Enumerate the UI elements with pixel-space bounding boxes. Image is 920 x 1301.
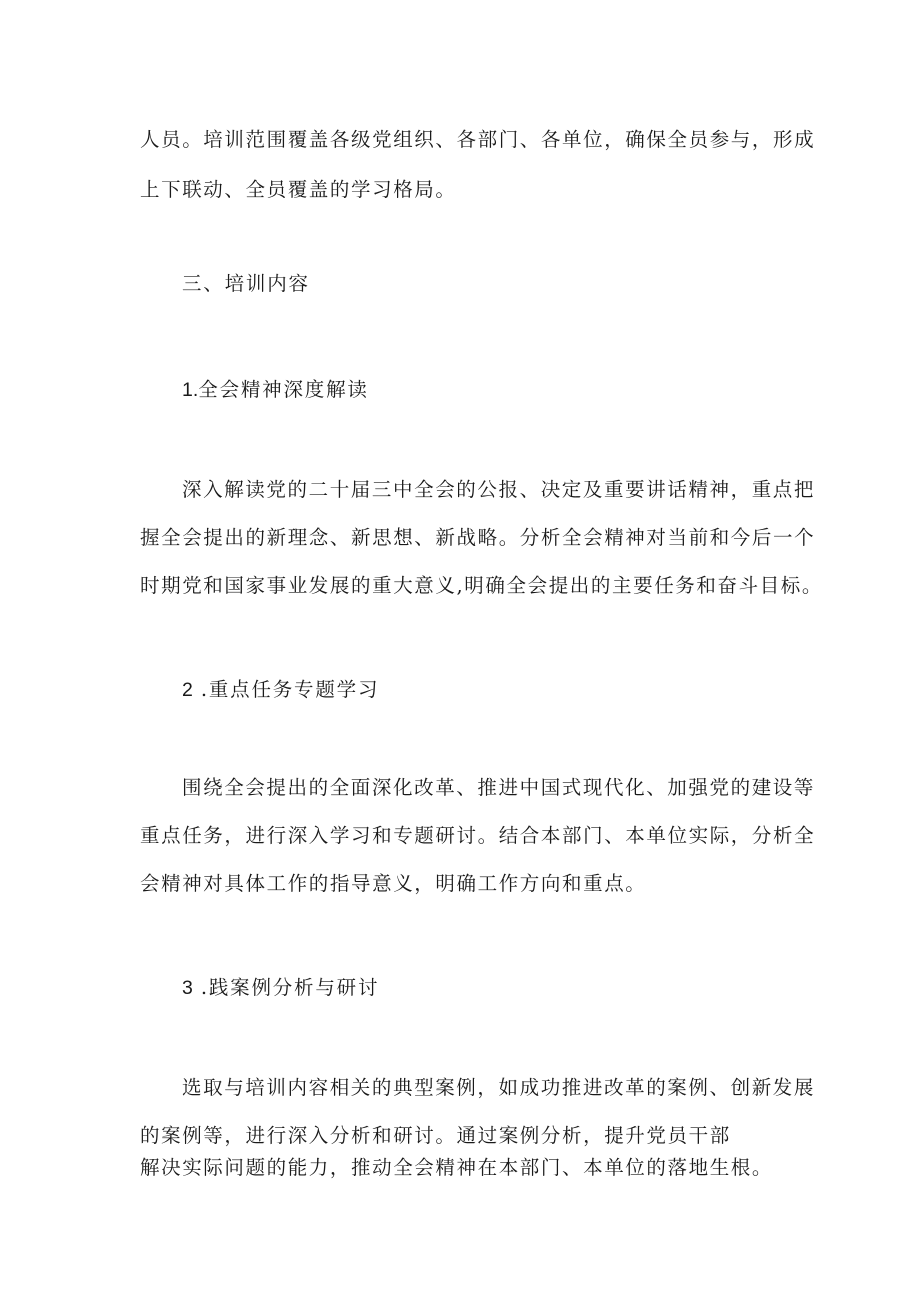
item-1-heading: [182, 377, 369, 403]
item-2-paragraph-line-3: 会精神对具体工作的指导意义，明确工作方向和重点。: [140, 872, 647, 895]
section-3-heading: 三、培训内容: [182, 272, 310, 295]
item-3-title: .践案例分析与研讨: [200, 976, 380, 999]
item-3-paragraph-line-2: 的案例等，进行深入分析和研讨。通过案例分析，提升党员干部: [140, 1124, 731, 1147]
item-3-paragraph-line-1: 选取与培训内容相关的典型案例，如成功推进改革的案例、创新发展: [182, 1076, 816, 1099]
item-1-paragraph-line-2: 握全会提出的新理念、新思想、新战略。分析全会精神对当前和今后一个: [140, 526, 816, 549]
item-1-title: 全会精神深度解读: [198, 378, 369, 401]
item-2-title: .重点任务专题学习: [200, 678, 380, 701]
item-2-paragraph-line-2: 重点任务，进行深入学习和专题研讨。结合本部门、本单位实际，分析全: [140, 824, 816, 847]
item-1-paragraph-line-1: 深入解读党的二十届三中全会的公报、决定及重要讲话精神，重点把: [182, 478, 816, 501]
item-3-paragraph-line-3: 解决实际问题的能力，推动全会精神在本部门、本单位的落地生根。: [140, 1156, 774, 1179]
item-1-paragraph-line-3: 时期党和国家事业发展的重大意义,明确全会提出的主要任务和奋斗目标。: [140, 574, 823, 597]
item-2-heading: [182, 677, 379, 703]
item-3-heading: [182, 975, 379, 1001]
intro-paragraph-line-2: 上下联动、全员覆盖的学习格局。: [140, 178, 457, 201]
item-3-number: 3: [182, 977, 193, 999]
item-2-paragraph-line-1: 围绕全会提出的全面深化改革、推进中国式现代化、加强党的建设等: [182, 776, 816, 799]
intro-paragraph-line-1: 人员。培训范围覆盖各级党组织、各部门、各单位，确保全员参与，形成: [140, 128, 816, 151]
item-1-number: 1.: [182, 379, 199, 401]
item-2-number: 2: [182, 679, 193, 701]
